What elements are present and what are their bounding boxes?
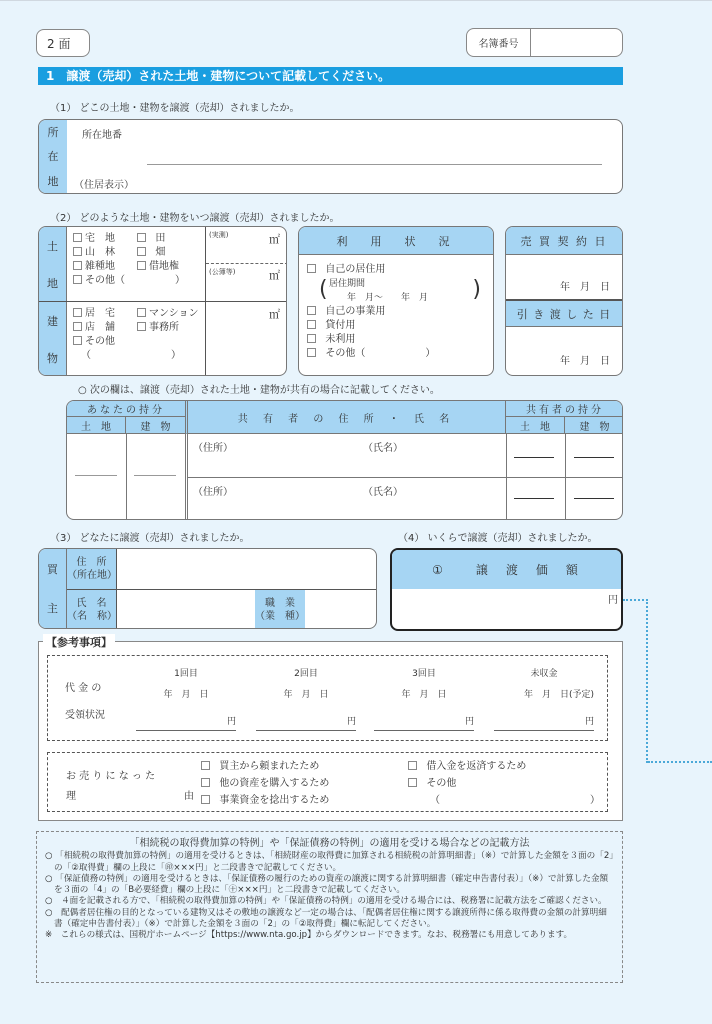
your-share-building-header: 建 物: [126, 417, 185, 434]
reference-box: [38, 636, 623, 821]
land-area-measured-field[interactable]: [206, 263, 287, 264]
checkbox-land-other[interactable]: [73, 275, 82, 284]
note-item: ○ ４面を記載される方で、「相続税の取得費加算の特例」や「保証債務の特例」の適用を受ける場合には、税務署に記載方法をご確認ください。: [45, 896, 607, 907]
land-area-cell: (実測) ㎡ (公簿等) ㎡: [205, 227, 287, 301]
payment-col-2[interactable]: 2回目 年 月 日 円: [256, 666, 356, 731]
checkbox-forest[interactable]: [73, 247, 82, 256]
buyer-address-label: 住 所 （所在地）: [67, 549, 117, 589]
q1-question: （1） どこの土地・建物を譲渡（売却）されましたか。: [50, 103, 300, 114]
buyer-name-field[interactable]: [118, 590, 255, 629]
payment-col-1[interactable]: 1回目 年 月 日 円: [136, 666, 236, 731]
contract-date-field[interactable]: 年 月 日: [560, 282, 610, 293]
checkbox-rental[interactable]: [307, 320, 316, 329]
section-title: 1 譲渡（売却）された土地・建物について記載してください。: [46, 69, 391, 83]
buyer-occupation-label: 職 業 （業 種）: [255, 590, 305, 629]
notes-box: [36, 831, 623, 983]
notes-title: 「相続税の取得費加算の特例」や「保証債務の特例」の適用を受ける場合などの記載方法: [129, 838, 530, 849]
co-owner-info-header: 共 有 者 の 住 所 ・ 氏 名: [185, 401, 506, 434]
co-owner-row-1[interactable]: （住所） （氏名）: [193, 443, 403, 454]
checkbox-repay-loan[interactable]: [408, 761, 417, 770]
dates-box: [505, 226, 623, 376]
co-share-building-field-2[interactable]: [574, 498, 614, 499]
checkbox-own-residence[interactable]: [307, 264, 316, 273]
checkbox-farm-field[interactable]: [137, 247, 146, 256]
checkbox-rice-field[interactable]: [137, 233, 146, 242]
co-share-land-field-2[interactable]: [514, 498, 554, 499]
usage-header: 利 用 状 況: [299, 227, 493, 255]
q3-question: （3） どなたに譲渡（売却）されましたか。: [50, 533, 250, 544]
yen-unit: 円: [608, 595, 618, 606]
checkbox-buy-other-asset[interactable]: [201, 778, 210, 787]
location-side-label: 所 在 地: [39, 120, 67, 193]
delivery-date-header: 引 き 渡 し た 日: [506, 299, 622, 327]
reference-title: 【参考事項】: [43, 634, 115, 650]
contract-date-header: 売 買 契 約 日: [506, 227, 622, 255]
sale-price-header: ① 譲 渡 価 額: [392, 550, 621, 589]
registry-number-field[interactable]: [531, 29, 622, 56]
checkbox-store[interactable]: [73, 322, 82, 331]
co-share-building-header: 建 物: [565, 417, 623, 434]
checkbox-buyer-request[interactable]: [201, 761, 210, 770]
co-owner-table: [66, 400, 623, 520]
checkbox-residential-land[interactable]: [73, 233, 82, 242]
building-area-cell[interactable]: ㎡: [205, 302, 287, 376]
co-owner-row-2[interactable]: （住所） （氏名）: [193, 487, 403, 498]
page-label: 2 面: [47, 36, 71, 51]
payment-status-box: 代 金 の 受領状況 1回目 年 月 日 円 2回目 年 月 日 円 3回目 年 月 日 円 未収金 年 月 日(予定) 円: [47, 655, 608, 741]
checkbox-office[interactable]: [137, 322, 146, 331]
co-share-header: 共有者の持分: [506, 401, 623, 417]
checkbox-leasehold[interactable]: [137, 261, 146, 270]
note-item: ○ 「相続税の取得費加算の特例」の適用を受けるときは、「相続財産の取得費に加算される相続税の計算明細書」（※）で計算した金額を３面の「2」の「②取得費」欄の上段に「㊞×××円」と二段書きで記載してください。: [45, 851, 614, 873]
checkbox-business-funds[interactable]: [201, 795, 210, 804]
reason-other-field[interactable]: （ ）: [430, 795, 600, 806]
page-label-box: [36, 29, 90, 57]
co-share-land-field-1[interactable]: [514, 457, 554, 458]
co-share-building-field-1[interactable]: [574, 457, 614, 458]
registry-number-label: 名簿番号: [467, 29, 531, 56]
delivery-date-field[interactable]: 年 月 日: [560, 356, 610, 367]
lot-number-field[interactable]: [147, 164, 602, 165]
location-box: [38, 119, 623, 194]
your-share-building-field[interactable]: [134, 475, 176, 476]
section-title-bar: [38, 67, 623, 85]
lot-number-label: 所在地番: [82, 130, 122, 141]
note-item: ○ 配偶者居住権の目的となっている建物又はその敷地の譲渡など一定の場合は、「配偶者居住権に関する譲渡所得に係る取得費の金額の計算明細書（確定申告書付表）」（※）で計算した金額を３面の「2」の「②取得費」欄に転記してください。: [45, 907, 607, 930]
q4-question: （4） いくらで譲渡（売却）されましたか。: [398, 533, 598, 544]
checkbox-own-business[interactable]: [307, 306, 316, 315]
residence-label: （住居表示）: [74, 180, 134, 191]
registry-number-box: [466, 28, 623, 57]
usage-box: 利 用 状 況 自己の居住用 ( 居住期間 年 月～ 年 月 ) 自己の事業用 貸付用 未利用 その他（ ）: [298, 226, 494, 376]
residence-period-field[interactable]: 年 月～ 年 月: [347, 293, 429, 303]
buyer-side-label: 買 主: [39, 549, 67, 628]
q2-question: （2） どのような土地・建物をいつ譲渡（売却）されましたか。: [50, 213, 340, 224]
property-type-box: 土 地 宅 地 田 山 林 畑 雑種地 借地権 その他（ ） (実測) ㎡ (公簿等) ㎡ 建 物 居 宅 マンション 店 舗 事務所 その他 （ ） ㎡: [38, 226, 287, 376]
buyer-box: [38, 548, 377, 629]
checkbox-misc-land[interactable]: [73, 261, 82, 270]
sale-price-box: [390, 548, 623, 631]
checkbox-reason-other[interactable]: [408, 778, 417, 787]
checkbox-unused[interactable]: [307, 334, 316, 343]
land-side-label: 土 地: [39, 227, 67, 301]
your-share-header: あなたの持分: [67, 401, 185, 417]
dotted-connector: [623, 599, 648, 763]
buyer-occupation-field[interactable]: [305, 590, 377, 629]
your-share-land-header: 土 地: [67, 417, 126, 434]
checkbox-usage-other[interactable]: [307, 348, 316, 357]
checkbox-condominium[interactable]: [137, 308, 146, 317]
checkbox-building-other[interactable]: [73, 336, 82, 345]
note-item: ○ 「保証債務の特例」の適用を受けるときは、「保証債務の履行のための資産の譲渡に関する計算明細書（確定申告書付表）」（※）で計算した金額を３面の「4」の「B必要経費」欄の上段に「㊉×××円」と二段書きで記載してください。: [45, 873, 609, 896]
buyer-address-field[interactable]: [118, 549, 377, 589]
co-owner-note: ○ 次の欄は、譲渡（売却）された土地・建物が共有の場合に記載してください。: [78, 385, 440, 396]
buyer-name-label: 氏 名 （名 称）: [67, 590, 117, 629]
co-share-land-header: 土 地: [506, 417, 565, 434]
sale-price-field[interactable]: [392, 589, 621, 631]
your-share-land-field[interactable]: [75, 475, 117, 476]
payment-col-unpaid[interactable]: 未収金 年 月 日(予定) 円: [494, 666, 594, 731]
payment-col-3[interactable]: 3回目 年 月 日 円: [374, 666, 474, 731]
checkbox-house[interactable]: [73, 308, 82, 317]
note-item: ※ これらの様式は、国税庁ホームページ【https://www.nta.go.jp】からダウンロードできます。なお、税務署にも用意してあります。: [45, 930, 573, 941]
sale-reason-box: お 売 り に な っ た 理 由 買主から頼まれたため 他の資産を購入するため 事業資金を捻出するため 借入金を返済するため その他 （ ）: [47, 752, 608, 812]
building-side-label: 建 物: [39, 302, 67, 376]
